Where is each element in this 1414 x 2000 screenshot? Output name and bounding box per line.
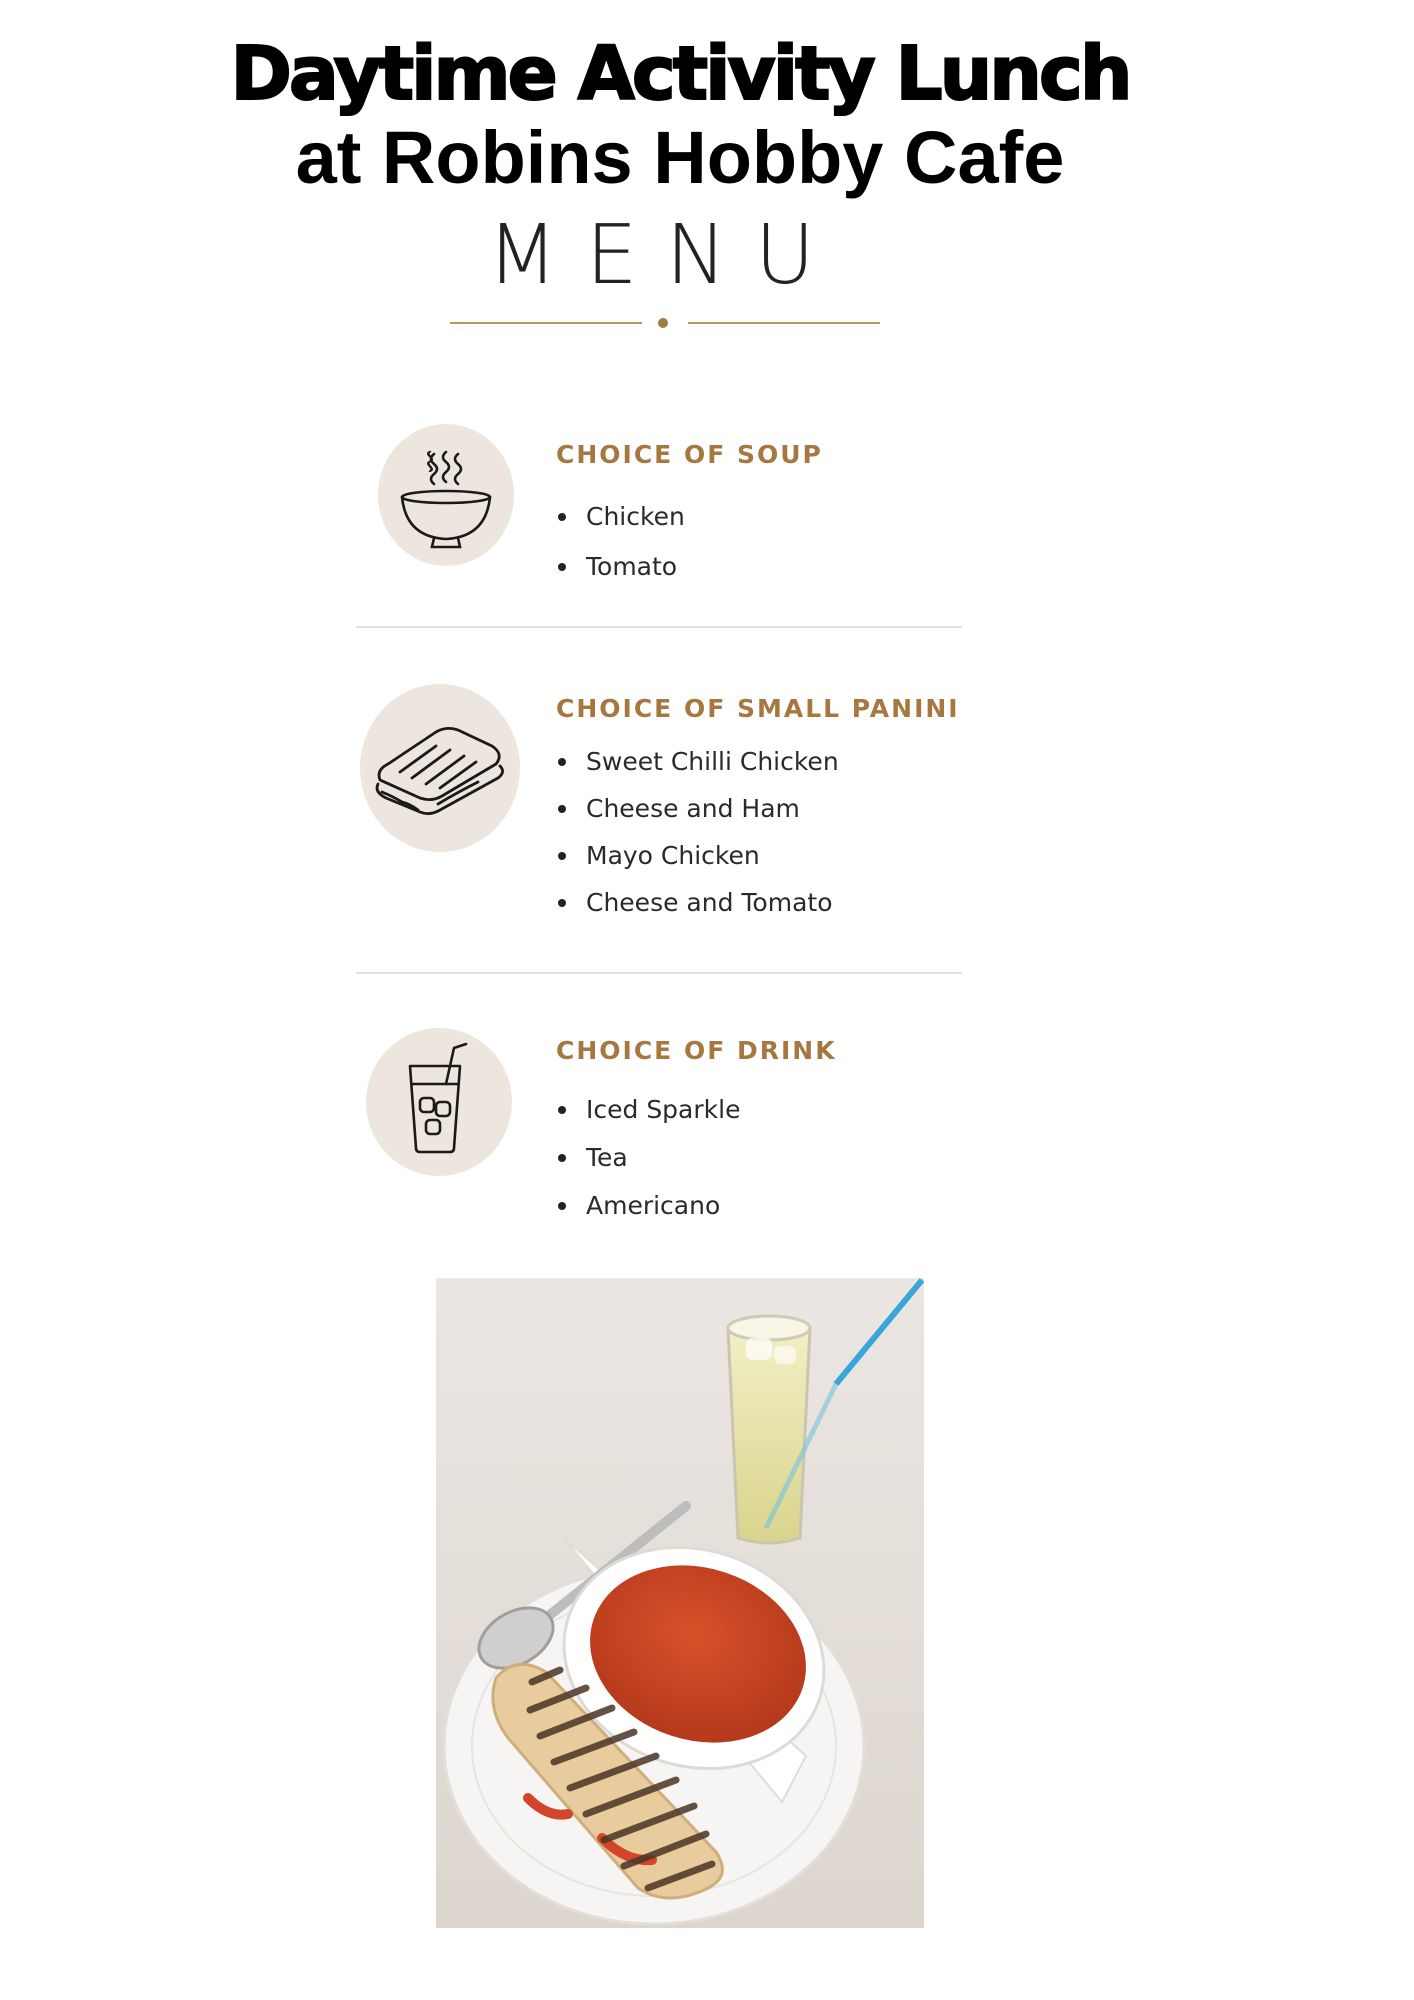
section-title-soup: CHOICE OF SOUP: [556, 440, 823, 469]
ornament-dot: [658, 318, 668, 328]
section-soup: [356, 420, 966, 600]
soup-bowl-icon: [378, 424, 514, 566]
list-item: Sweet Chilli Chicken: [556, 738, 839, 785]
ornament-line-right: [688, 322, 880, 324]
section-panini: [356, 680, 966, 940]
list-item: Mayo Chicken: [556, 832, 839, 879]
title-line-1: Daytime Activity Lunch: [230, 31, 1130, 117]
list-item: Chicken: [556, 492, 685, 542]
list-item: Iced Sparkle: [556, 1086, 740, 1134]
title-line-2: at Robins Hobby Cafe: [295, 116, 1065, 199]
section-title-drink: CHOICE OF DRINK: [556, 1036, 837, 1065]
panini-icon: [360, 684, 520, 852]
menu-heading: MENU: [487, 208, 843, 303]
divider: [356, 972, 962, 974]
list-item: Cheese and Ham: [556, 785, 839, 832]
list-item: Americano: [556, 1182, 740, 1230]
section-drink: [356, 1024, 966, 1234]
section-title-panini: CHOICE OF SMALL PANINI: [556, 694, 960, 723]
list-item: Tea: [556, 1134, 740, 1182]
list-item: Cheese and Tomato: [556, 879, 839, 926]
iced-drink-icon: [366, 1028, 512, 1176]
soup-list: [556, 492, 685, 592]
ornament-line-left: [450, 322, 642, 324]
drink-list: [556, 1086, 740, 1230]
divider: [356, 626, 962, 628]
soup-panini-drink-photo: [436, 1278, 924, 1928]
heading-ornament: [450, 316, 880, 330]
list-item: Tomato: [556, 542, 685, 592]
panini-list: [556, 738, 839, 926]
